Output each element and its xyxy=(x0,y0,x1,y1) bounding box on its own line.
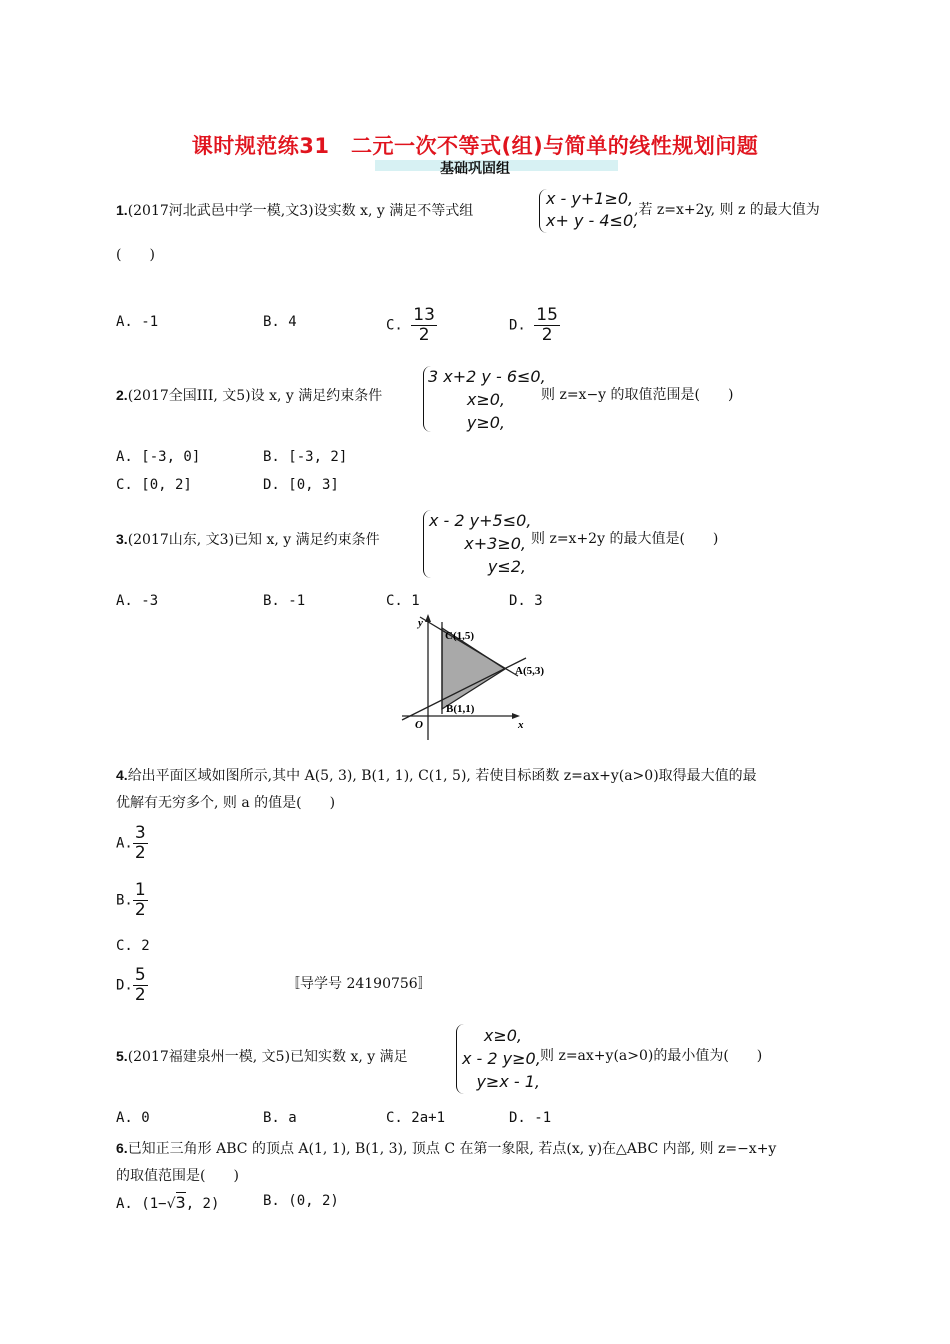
q4-option-c[interactable]: C. 2 xyxy=(116,938,150,954)
q4-number: 4. xyxy=(116,767,128,783)
q2-post: 则 z=x−y 的取值范围是( ) xyxy=(541,387,734,403)
q5-option-c[interactable]: C. 2a+1 xyxy=(386,1110,446,1126)
q1-d-den: 2 xyxy=(541,325,553,345)
q4-option-d-label: D. xyxy=(116,977,133,994)
q3-pre: (2017山东, 文3)已知 x, y 满足约束条件 xyxy=(127,532,380,548)
q4-option-d[interactable] xyxy=(116,966,148,1005)
q2-ineq-1: 3 x+2 y - 6≤0, xyxy=(428,367,546,386)
q4-option-b[interactable] xyxy=(116,881,148,920)
q1-option-b[interactable]: B. 4 xyxy=(263,314,297,330)
q1-option-c[interactable] xyxy=(386,306,437,345)
q5-number: 5. xyxy=(116,1048,128,1064)
q2-option-d[interactable]: D. [0, 3] xyxy=(263,477,339,493)
q4-option-d-frac xyxy=(133,966,148,1005)
q2-option-a[interactable]: A. [-3, 0] xyxy=(116,449,201,465)
q1-option-d-frac xyxy=(534,306,560,345)
q4-d-den: 2 xyxy=(134,985,146,1005)
q5-option-b[interactable]: B. a xyxy=(263,1110,297,1126)
q3-post: 则 z=x+2y 的最大值是( ) xyxy=(531,531,719,547)
q1-d-num: 15 xyxy=(536,305,558,325)
q4-option-b-label: B. xyxy=(116,892,133,909)
q3-stem xyxy=(116,528,380,551)
q2-stem xyxy=(116,384,382,407)
q1-system xyxy=(546,188,638,232)
q1-ineq-2: x+ y - 4≤0, xyxy=(546,211,639,230)
q2-number: 2. xyxy=(116,387,128,403)
q5-pre: (2017福建泉州一模, 文5)已知实数 x, y 满足 xyxy=(127,1049,408,1065)
section-subtitle: 基础巩固组 xyxy=(440,161,510,177)
q6-option-a[interactable] xyxy=(116,1193,219,1212)
q3-ineq-1: x - 2 y+5≤0, xyxy=(429,511,532,530)
q6-line-1 xyxy=(116,1137,776,1160)
q4-d-num: 5 xyxy=(134,965,146,985)
q1-number: 1. xyxy=(116,202,128,218)
q6-number: 6. xyxy=(116,1140,128,1156)
q1-option-a[interactable]: A. -1 xyxy=(116,314,159,330)
x-axis-label: x xyxy=(518,719,524,731)
point-b-label: B(1,1) xyxy=(446,703,475,715)
q5-system xyxy=(462,1024,540,1093)
q6-line-2: 的取值范围是( ) xyxy=(116,1168,239,1184)
q1-option-c-label: C. xyxy=(386,317,403,334)
q4-a-den: 2 xyxy=(134,843,146,863)
radical-icon: √ xyxy=(166,1196,176,1212)
q5-ineq-2: x - 2 y≥0, xyxy=(462,1049,541,1068)
q1-stem xyxy=(116,199,473,222)
page-title: 课时规范练31 二元一次不等式(组)与简单的线性规划问题 xyxy=(191,134,759,158)
q1-pre: (2017河北武邑中学一模,文3)设实数 x, y 满足不等式组 xyxy=(127,203,474,219)
q4-line-2: 优解有无穷多个, 则 a 的值是( ) xyxy=(116,795,336,811)
q6-option-a-post: , 2) xyxy=(185,1196,220,1212)
q4-b-num: 1 xyxy=(134,880,146,900)
q3-option-d[interactable]: D. 3 xyxy=(509,593,543,609)
q1-option-d[interactable] xyxy=(509,306,560,345)
q2-option-b[interactable]: B. [-3, 2] xyxy=(263,449,348,465)
origin-label: O xyxy=(415,719,423,731)
q4-reference: 〚导学号 24190756〛 xyxy=(286,976,432,992)
q1-post: ,若 z=x+2y, 则 z 的最大值为 xyxy=(634,202,820,218)
q5-option-d[interactable]: D. -1 xyxy=(509,1110,552,1126)
q4-b-den: 2 xyxy=(134,900,146,920)
q3-ineq-3: y≤2, xyxy=(487,557,526,576)
q3-option-c[interactable]: C. 1 xyxy=(386,593,420,609)
q4-option-a-label: A. xyxy=(116,835,133,852)
q1-option-d-label: D. xyxy=(509,317,526,334)
q4-option-b-frac xyxy=(133,881,148,920)
point-a-label: A(5,3) xyxy=(515,665,545,677)
q3-ineq-2: x+3≥0, xyxy=(464,534,526,553)
q4-a-num: 3 xyxy=(134,823,146,843)
q5-ineq-3: y≥x - 1, xyxy=(476,1072,540,1091)
q3-option-a[interactable]: A. -3 xyxy=(116,593,159,609)
q1-c-den: 2 xyxy=(418,325,430,345)
y-axis-label: y xyxy=(418,617,423,629)
q3-option-b[interactable]: B. -1 xyxy=(263,593,306,609)
q1-c-num: 13 xyxy=(413,305,435,325)
q6-text-1: 已知正三角形 ABC 的顶点 A(1, 1), B(1, 3), 顶点 C 在第一象限, 若点(x, y)在△ABC 内部, 则 z=−x+y xyxy=(127,1141,777,1157)
q3-system xyxy=(429,509,534,578)
q4-line-1 xyxy=(116,764,757,787)
point-c-label: C(1,5) xyxy=(445,630,475,642)
q2-system xyxy=(428,365,546,434)
q2-ineq-2: x≥0, xyxy=(466,390,505,409)
q4-option-a[interactable] xyxy=(116,824,148,863)
y-axis-arrow xyxy=(425,614,431,622)
q3-number: 3. xyxy=(116,531,128,547)
q6-option-b[interactable]: B. (0, 2) xyxy=(263,1193,339,1209)
q6-option-a-radicand: 3 xyxy=(175,1193,186,1212)
q5-ineq-1: x≥0, xyxy=(483,1026,522,1045)
region-figure xyxy=(398,612,558,744)
q1-ineq-1: x - y+1≥0, xyxy=(546,189,634,208)
q2-ineq-3: y≥0, xyxy=(466,413,505,432)
q1-paren: ( ) xyxy=(116,247,155,263)
q5-stem xyxy=(116,1045,408,1068)
q1-option-c-frac xyxy=(411,306,437,345)
q4-text-1: 给出平面区域如图所示,其中 A(5, 3), B(1, 1), C(1, 5), 若使目标函数 z=ax+y(a>0)取得最大值的最 xyxy=(127,768,757,784)
q6-option-a-pre: A. (1− xyxy=(116,1196,167,1212)
q2-option-c[interactable]: C. [0, 2] xyxy=(116,477,192,493)
q5-post: 则 z=ax+y(a>0)的最小值为( ) xyxy=(540,1048,763,1064)
q2-pre: (2017全国III, 文5)设 x, y 满足约束条件 xyxy=(127,388,383,404)
q4-option-a-frac xyxy=(133,824,148,863)
q5-option-a[interactable]: A. 0 xyxy=(116,1110,150,1126)
